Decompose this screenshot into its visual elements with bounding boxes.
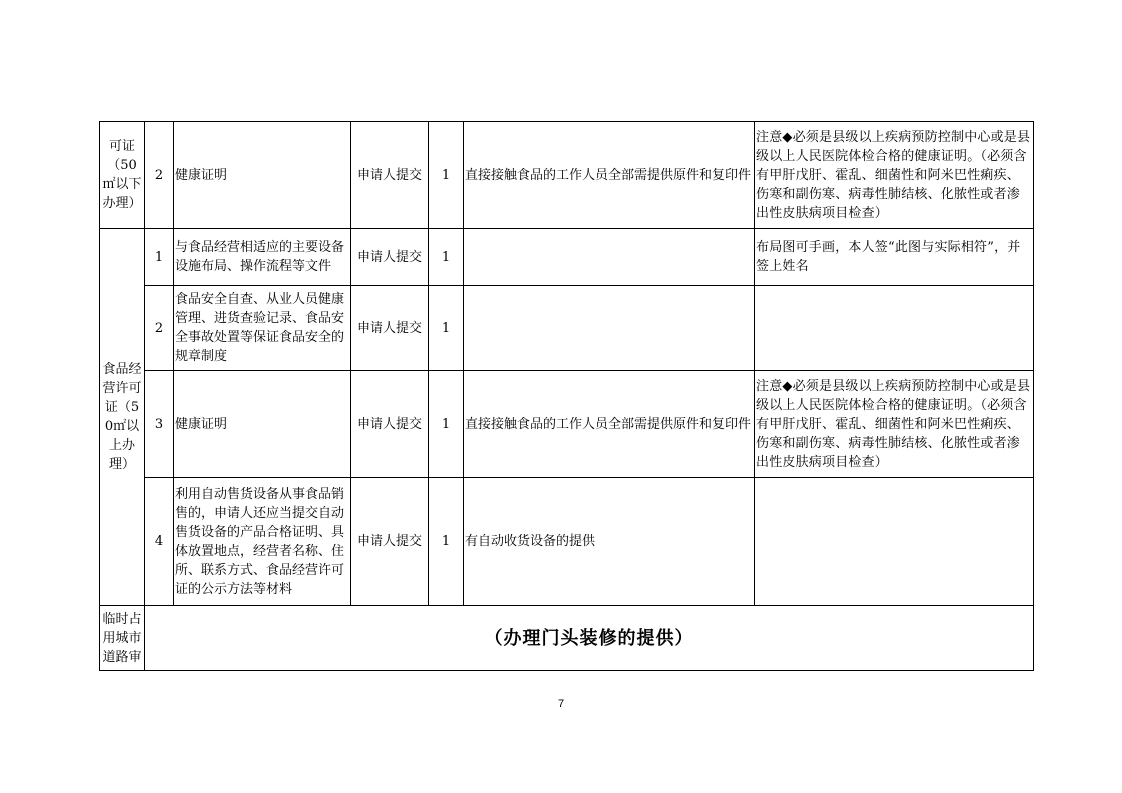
table-row (100, 286, 1034, 371)
material-note: 注意◆必须是县级以上疾病预防控制中心或是县级以上人民医院体检合格的健康证明。（必须含有甲肝戊肝、霍乱、细菌性和阿米巴性痢疾、伤寒和副伤寒、病毒性肺结核、化脓性或者渗出性皮肤病项目检查） (755, 371, 1034, 478)
material-name: 与食品经营相适应的主要设备设施布局、操作流程等文件 (174, 229, 351, 286)
material-note: 布局图可手画，本人签“此图与实际相符”，并签上姓名 (755, 229, 1034, 286)
material-quantity: 1 (429, 371, 464, 478)
material-name: 健康证明 (174, 371, 351, 478)
material-name: 利用自动售货设备从事食品销售的，申请人还应当提交自动售货设备的产品合格证明、具体放置地点，经营者名称、住所、联系方式、食品经营许可证的公示方法等材料 (174, 478, 351, 606)
material-name: 食品安全自查、从业人员健康管理、进货查验记录、食品安全事故处置等保证食品安全的规章制度 (174, 286, 351, 371)
row-number: 2 (145, 286, 174, 371)
row-number: 2 (145, 122, 174, 229)
material-name: 健康证明 (174, 122, 351, 229)
category-cell: 可证（50㎡以下办理） (100, 122, 145, 229)
material-requirement (464, 286, 755, 371)
table-row (100, 478, 1034, 606)
material-source: 申请人提交 (351, 122, 429, 229)
row-number: 1 (145, 229, 174, 286)
material-requirement: 有自动收货设备的提供 (464, 478, 755, 606)
row-number: 3 (145, 371, 174, 478)
table-row (100, 371, 1034, 478)
material-quantity: 1 (429, 478, 464, 606)
material-note (755, 286, 1034, 371)
category-cell: 食品经营许可证（50㎡以上办理） (100, 229, 145, 606)
material-requirement: 直接接触食品的工作人员全部需提供原件和复印件 (464, 122, 755, 229)
table-row (100, 122, 1034, 229)
material-note (755, 478, 1034, 606)
material-source: 申请人提交 (351, 286, 429, 371)
merged-note-cell: （办理门头装修的提供） (145, 606, 1034, 671)
material-source: 申请人提交 (351, 229, 429, 286)
table-row (100, 229, 1034, 286)
material-requirement: 直接接触食品的工作人员全部需提供原件和复印件 (464, 371, 755, 478)
material-requirement (464, 229, 755, 286)
row-number: 4 (145, 478, 174, 606)
material-quantity: 1 (429, 286, 464, 371)
table-row (100, 606, 1034, 671)
material-quantity: 1 (429, 122, 464, 229)
category-cell: 临时占用城市道路审 (100, 606, 145, 671)
material-quantity: 1 (429, 229, 464, 286)
material-source: 申请人提交 (351, 371, 429, 478)
material-note: 注意◆必须是县级以上疾病预防控制中心或是县级以上人民医院体检合格的健康证明。（必须含有甲肝戊肝、霍乱、细菌性和阿米巴性痢疾、伤寒和副伤寒、病毒性肺结核、化脓性或者渗出性皮肤病项目检查） (755, 122, 1034, 229)
material-source: 申请人提交 (351, 478, 429, 606)
materials-table (99, 121, 1034, 671)
page-number: 7 (557, 698, 565, 710)
